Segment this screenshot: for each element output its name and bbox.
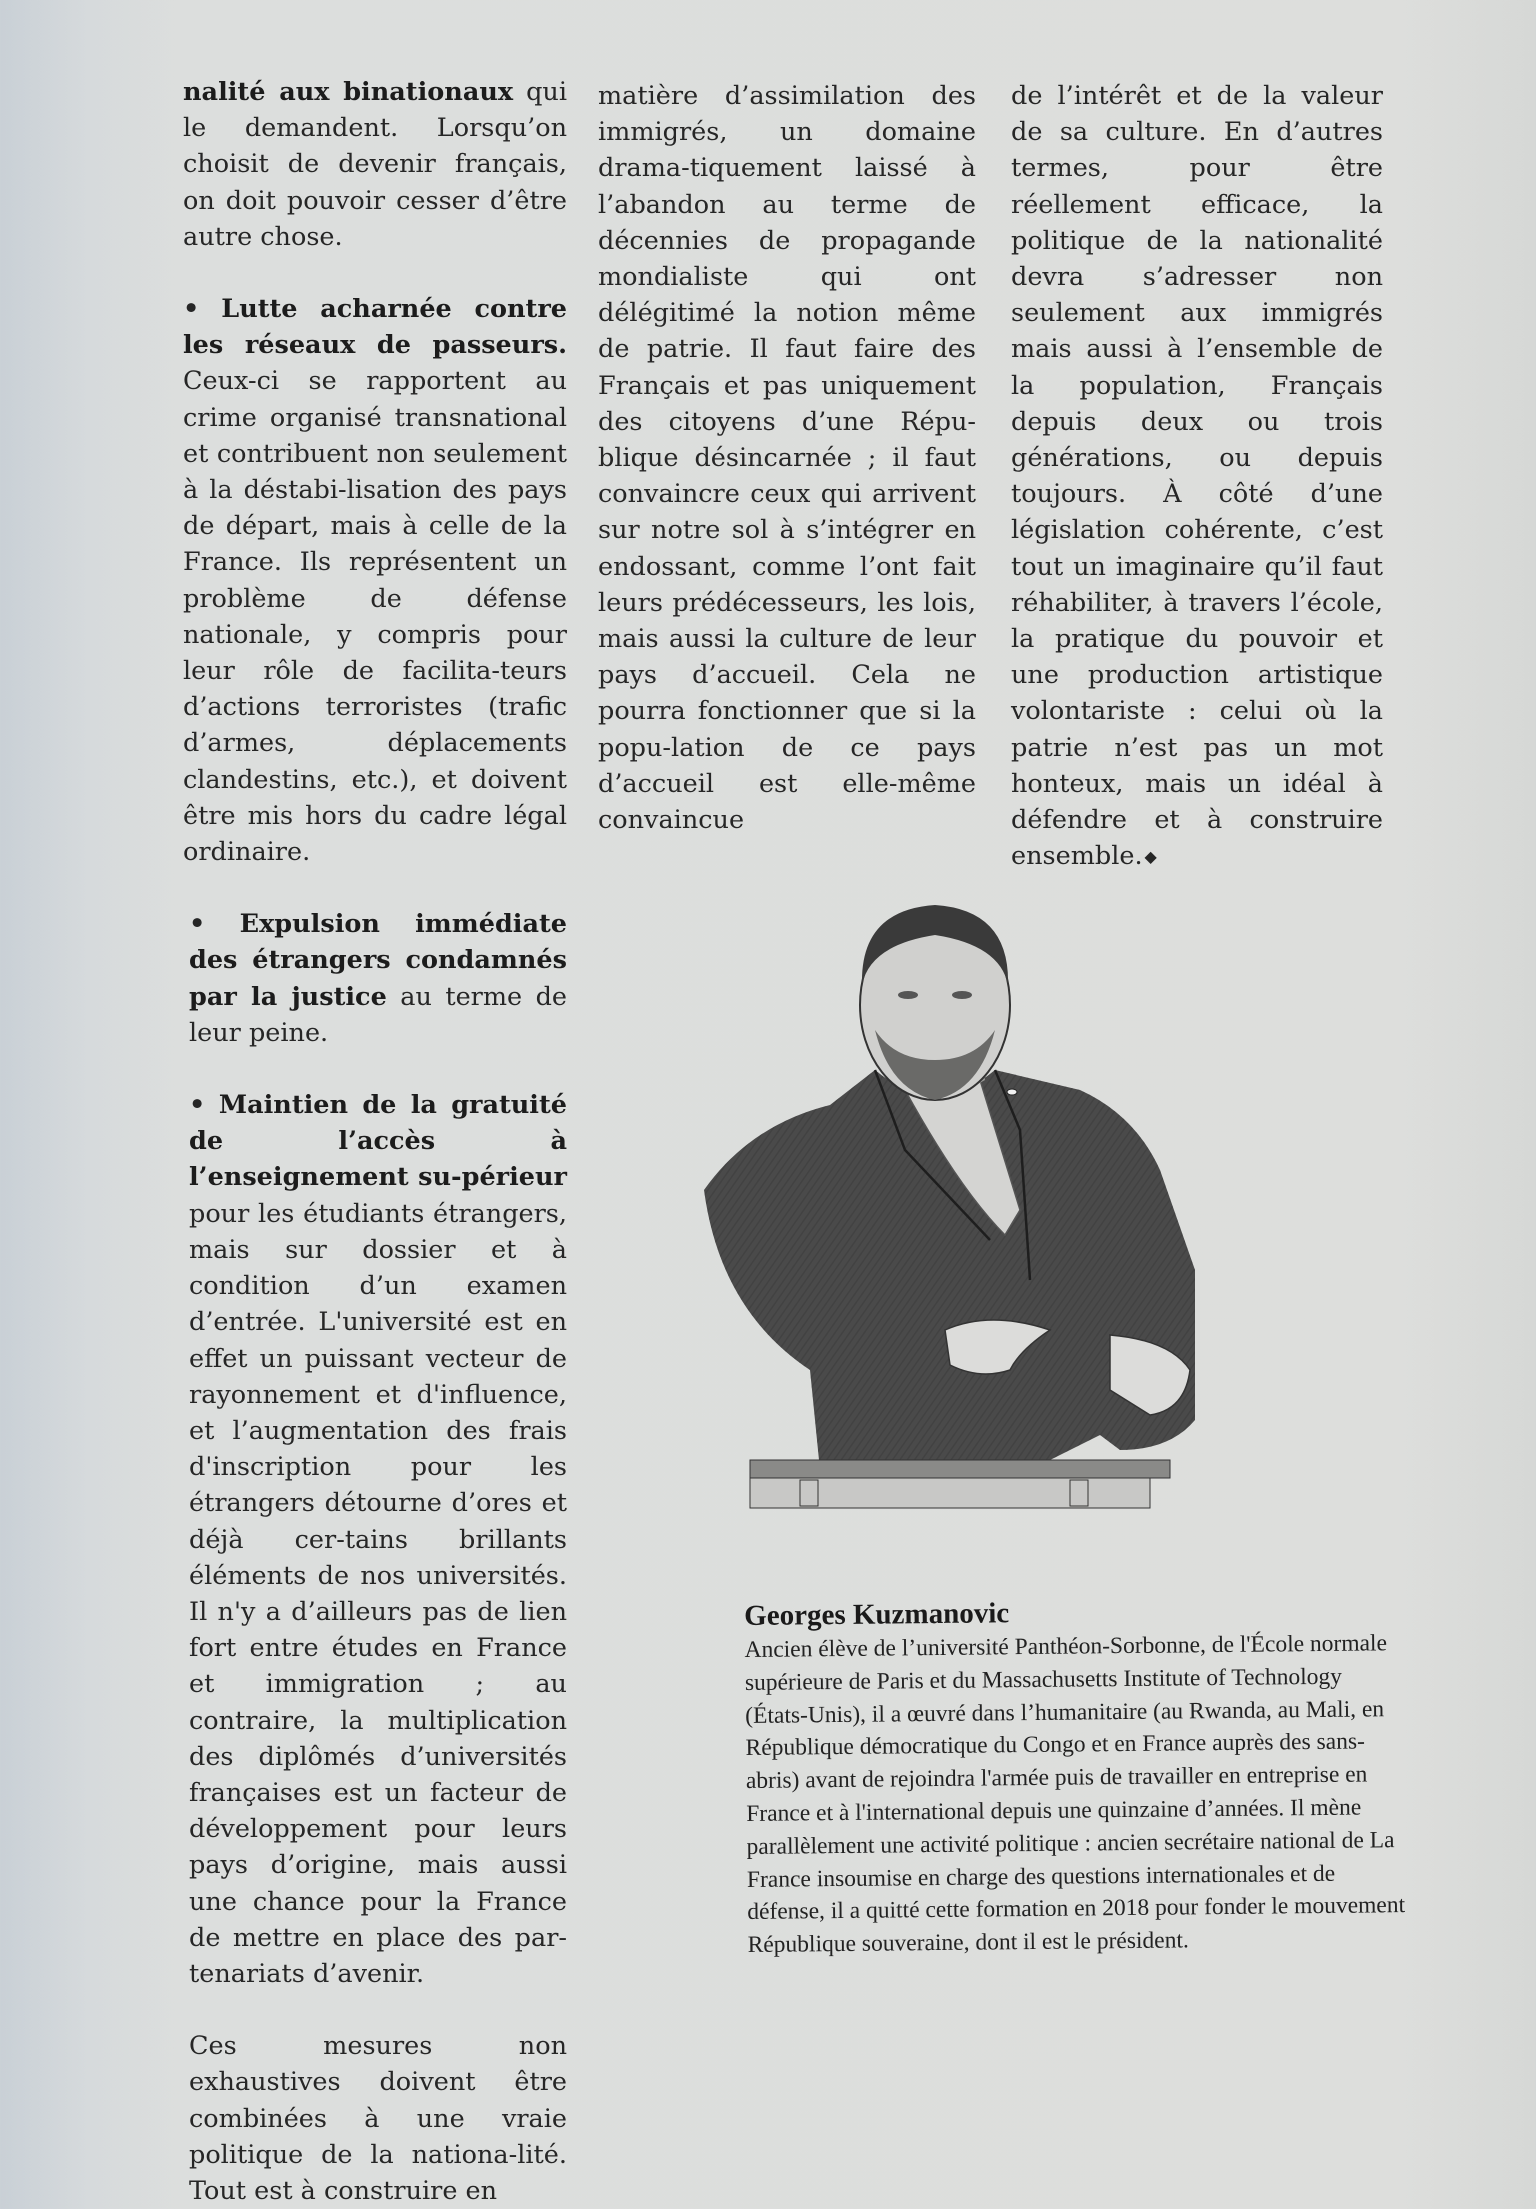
bullet-item-expulsion [183,906,567,1051]
column-3-paragraph [1011,78,1383,875]
bullet-icon: • [189,1090,206,1121]
intro-bold: nalité aux binationaux [183,77,514,107]
end-of-article-diamond-icon: ◆ [1144,847,1157,867]
author-bio-caption [744,1591,1408,1962]
bullet-text: au terme de leur peine. [189,981,568,1048]
bullet-heading: Lutte acharnée contre les réseaux de passeurs. [183,294,567,361]
column-2-text: matière d’assimilation des immigrés, un domaine drama-tiquement laissé à l’abandon au terme de décennies de propagande mondialiste qui ont délégitimé la notion même de patrie. Il faut faire des Français et pas uniquement des citoyens d’une Répu-blique désincarnée ; il faut convaincre ceux qui arrivent sur notre sol à s’intégrer en endossant, comme l’ont fait leurs prédécesseurs, les lois, mais aussi la culture de leur pays d’accueil. Cela ne pourra fonctionner que si la popu-lation de ce pays d’accueil est elle-même convaincue [598,81,976,836]
bullet-text: pour les étudiants étrangers, mais sur dossier et à condition d’un examen d’entrée. L'université est en effet un puissant vecteur de rayonnement et d'influence, et l’augmentation des frais d'inscription pour les étrangers détourne d’ores et déjà cer-tains brillants éléments de nos universités. Il n'y a d’ailleurs pas de lien fort entre études en France et immigration ; au contraire, la multiplication des diplômés d’universités françaises est un facteur de développement pour leurs pays d’origine, mais aussi une chance pour la France de mettre en place des par-tenariats d’avenir. [189,1198,567,1989]
bullet-icon: • [189,909,206,940]
bullet-item-passeurs [183,291,567,870]
bullet-item-enseignement [183,1087,567,1992]
article-column-3 [1011,78,1383,875]
author-portrait [690,890,1220,1590]
bullet-heading: Maintien de la gratuité de l’accès à l’enseignement su-périeur [189,1090,567,1193]
bullet-text: Ceux-ci se rapportent au crime organisé transnational et contribuent non seulement à la déstabi-lisation des pays de départ, mais à celle de la France. Ils représentent un problème de défense nationale, y compris pour leur rôle de facilita-teurs d’actions terroristes (trafic d’armes, déplacements clandestins, etc.), et doivent être mis hors du cadre légal ordinaire. [183,366,567,868]
portrait-sketch-icon [690,890,1220,1590]
column-3-text: de l’intérêt et de la valeur de sa culture. En d’autres termes, pour être réellement efficace, la politique de la nationalité devra s’adresser non seulement aux immigrés mais aussi à l’ensemble de la population, Français depuis deux ou trois générations, ou depuis toujours. À côté d’une législation cohérente, c’est tout un imaginaire qu’il faut réhabiliter, à travers l’école, la pratique du pouvoir et une production artistique volontariste : celui où la patrie n’est pas un mot honteux, mais un idéal à défendre et à construire ensemble. [1011,81,1383,872]
article-column-1 [183,74,567,2209]
intro-paragraph [183,74,567,255]
closing-paragraph: Ces mesures non exhaustives doivent être combinées à une vraie politique de la nationa-lité. Tout est à construire en [189,2031,567,2206]
bullet-heading: Expulsion immédiate des étrangers condamnés par la justice [189,909,567,1012]
bullet-icon: • [183,294,200,325]
author-name: Georges Kuzmanovic [744,1597,1010,1632]
article-column-2 [598,78,976,838]
author-bio-text: Ancien élève de l’université Panthéon-Sorbonne, de l'École normale supérieure de Paris et du Massachusetts Institute of Technology (États-Unis), il a œuvré dans l’humanitaire (au Rwanda, au Mali, en République démocratique du Congo et en France auprès des sans-abris) avant de rejoindra l'armée puis de travailler en entreprise en France et à l'international depuis une quinzaine d’années. Il mène parallèlement une activité politique : ancien secrétaire national de La France insoumise en charge des questions internationales et de défense, il a quitté cette formation en 2018 pour fonder le mouvement République souveraine, dont il est le président. [744,1630,1406,1959]
chair-shape [750,1460,1170,1478]
intro-text: qui le demandent. Lorsqu’on choisit de devenir français, on doit pouvoir cesser d’être autre chose. [183,77,567,252]
